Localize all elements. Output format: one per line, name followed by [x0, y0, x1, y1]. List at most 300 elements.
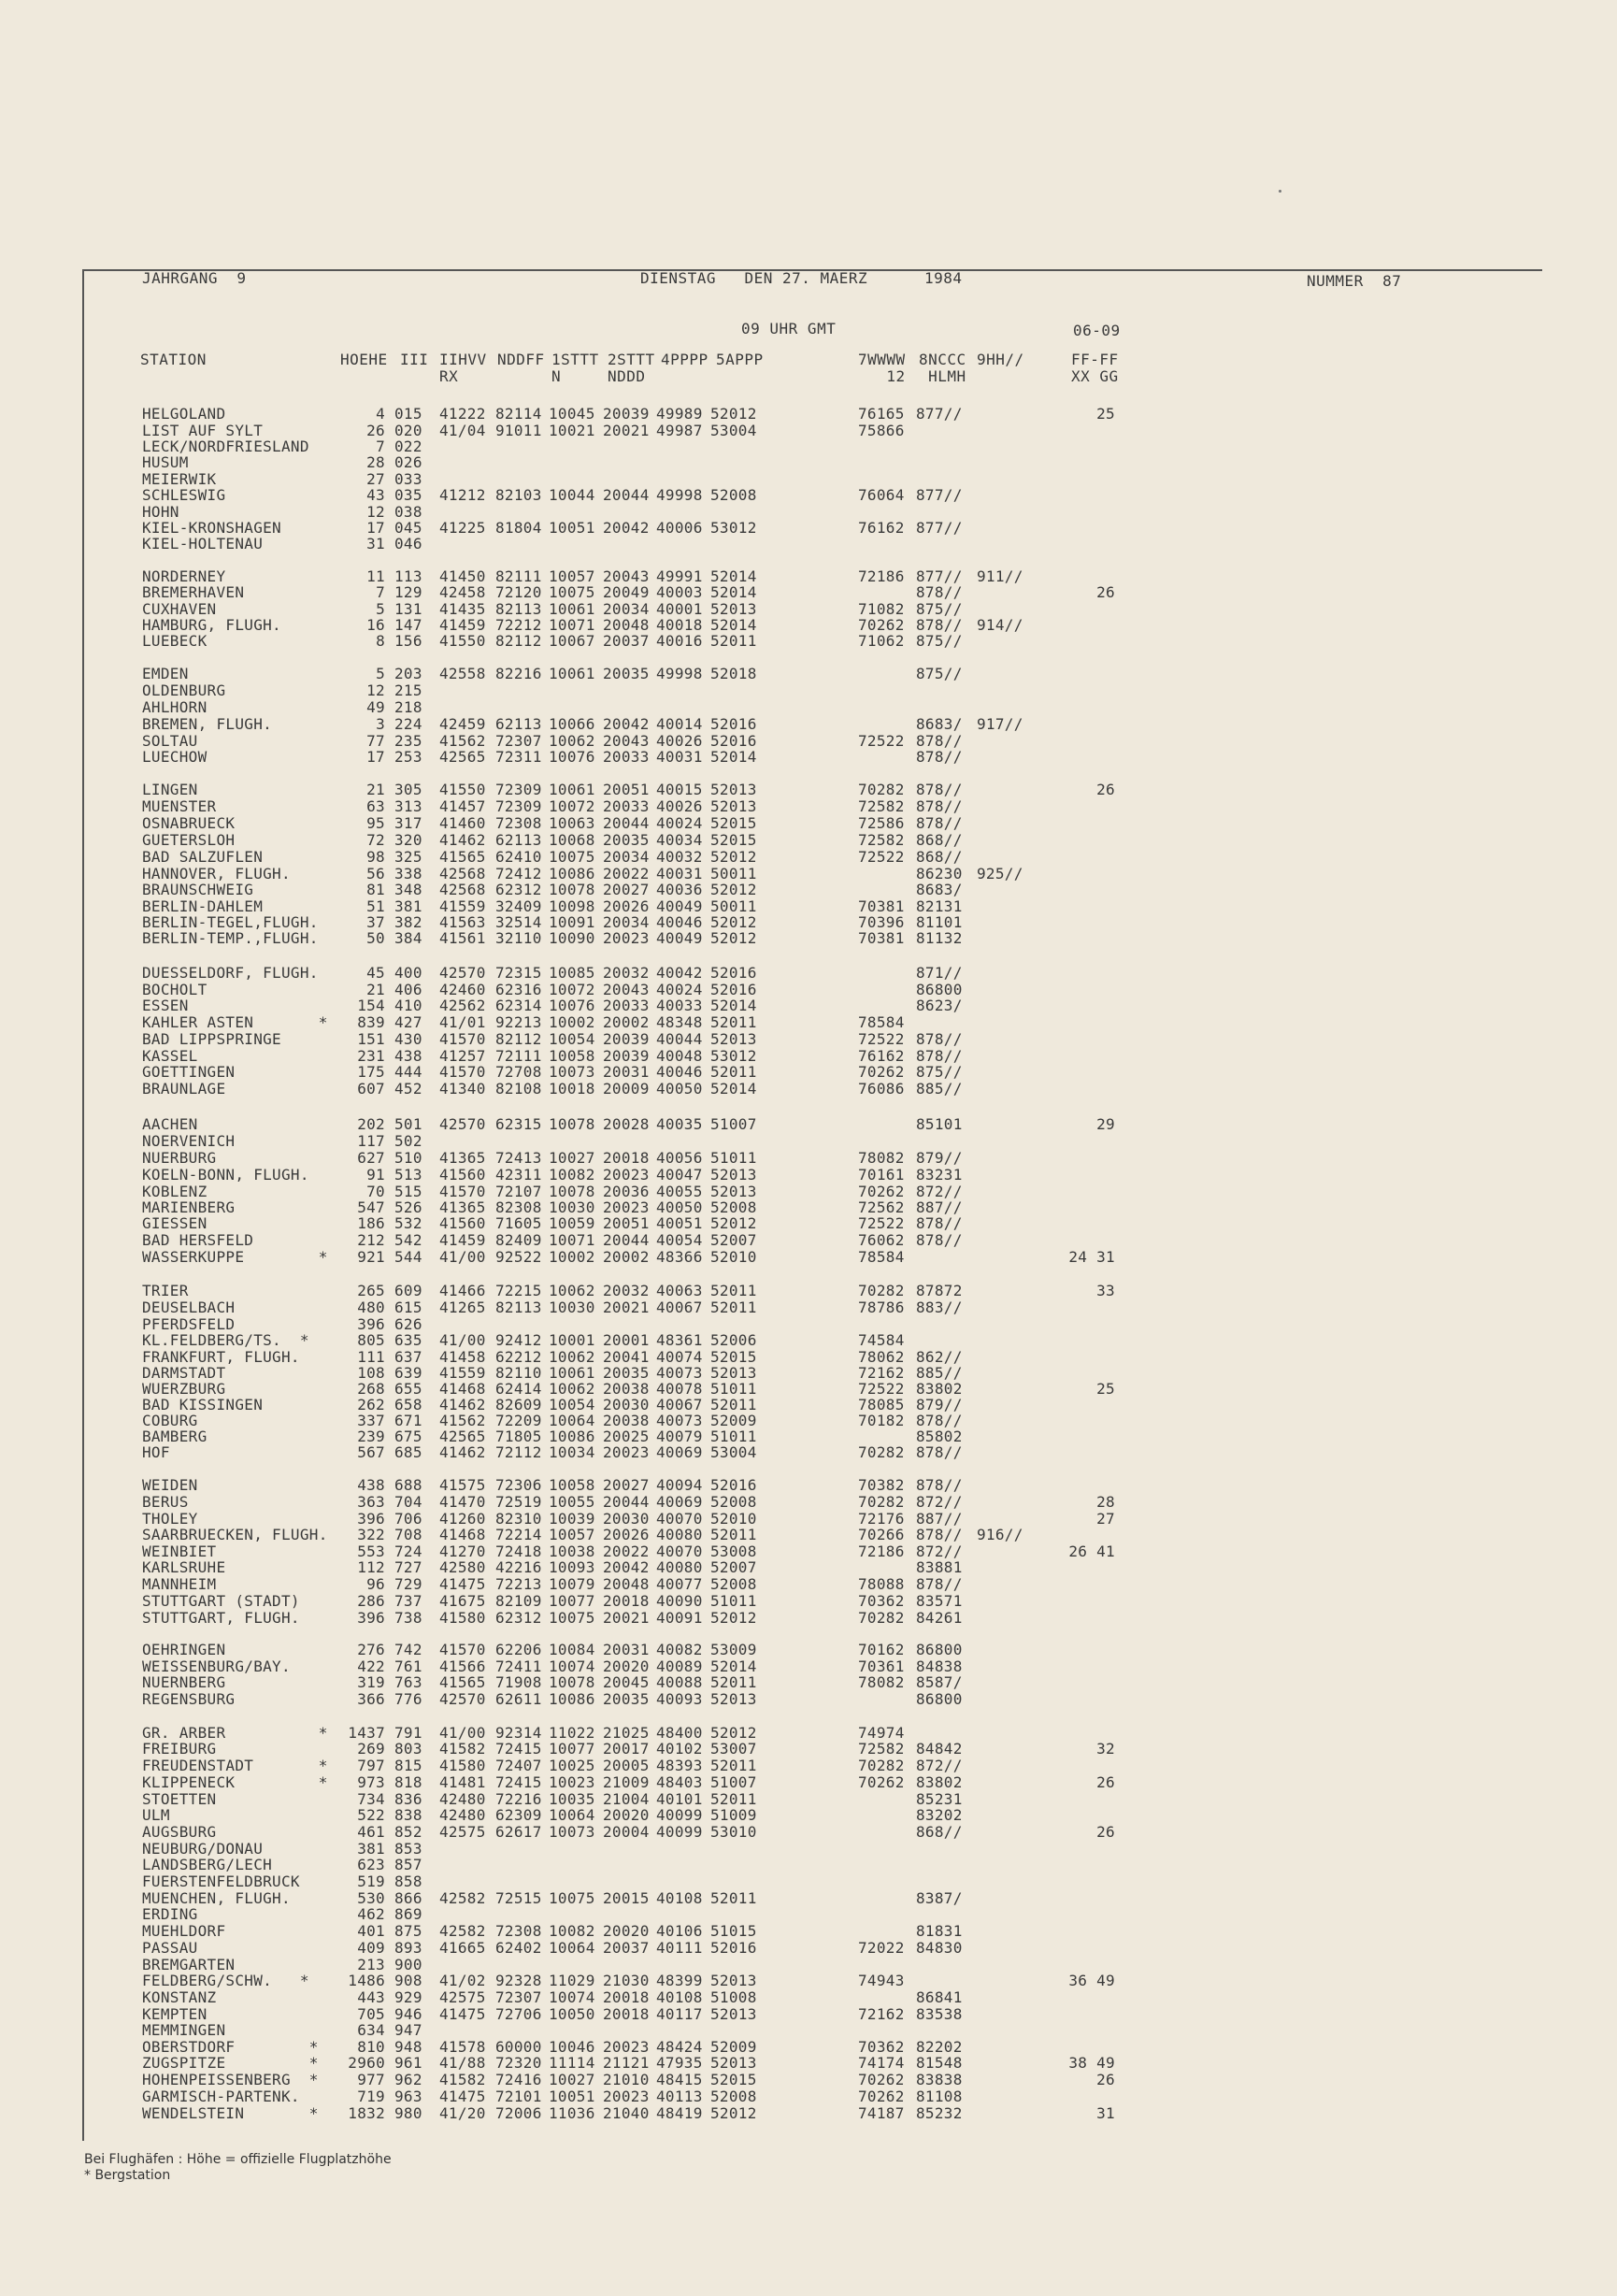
cell-n8: 83838 — [916, 2071, 963, 2088]
cell-n8: 878// — [916, 797, 963, 815]
cell-s2: 20001 — [603, 1331, 650, 1349]
cell-w7: 76062 — [858, 1231, 905, 1249]
table-row — [0, 1642, 1159, 1657]
cell-s2: 20023 — [603, 1443, 650, 1461]
cell-n8: 877// — [916, 405, 963, 423]
cell-w7: 76086 — [858, 1080, 905, 1098]
cell-w7: 78085 — [858, 1396, 905, 1413]
cell-s2: 20039 — [603, 405, 650, 423]
cell-iii: 639 — [394, 1364, 422, 1382]
cell-h9: 916// — [977, 1526, 1023, 1543]
cell-iihvv: 42480 — [439, 1806, 486, 1824]
table-row — [0, 699, 1159, 715]
cell-n8: 86841 — [916, 1988, 963, 2006]
cell-iii: 033 — [394, 470, 422, 488]
cell-iihvv: 41665 — [439, 1939, 486, 1957]
cell-iihvv: 41475 — [439, 2005, 486, 2023]
cell-p4: 40031 — [656, 748, 703, 766]
cell-iii: 400 — [394, 964, 422, 982]
cell-p4: 40003 — [656, 583, 703, 601]
cell-p4: 47935 — [656, 2054, 703, 2072]
cell-s2: 20023 — [603, 2038, 650, 2056]
cell-a5: 52013 — [710, 1166, 757, 1184]
table-row — [0, 898, 1159, 914]
cell-nddff: 71805 — [495, 1428, 542, 1445]
column-header-n8: 8NCCC HLMH — [919, 351, 966, 385]
cell-station: HANNOVER, FLUGH. — [142, 865, 291, 883]
cell-a5: 52008 — [710, 1198, 757, 1216]
cell-iii: 815 — [394, 1757, 422, 1774]
cell-s2: 20018 — [603, 1149, 650, 1167]
cell-n8: 86800 — [916, 981, 963, 998]
cell-nddff: 62410 — [495, 848, 542, 866]
cell-s2: 20033 — [603, 997, 650, 1014]
cell-s1: 11036 — [549, 2104, 595, 2122]
cell-iii: 866 — [394, 1889, 422, 1907]
cell-iihvv: 41481 — [439, 1773, 486, 1791]
cell-iii: 635 — [394, 1331, 422, 1349]
cell-s2: 20025 — [603, 1428, 650, 1445]
cell-hoehe: 366 — [357, 1690, 385, 1708]
cell-w7: 78584 — [858, 1248, 905, 1266]
cell-n8: 878// — [916, 732, 963, 750]
cell-s1: 10058 — [549, 1476, 595, 1494]
cell-iii: 131 — [394, 600, 422, 618]
cell-w7: 70262 — [858, 1063, 905, 1081]
cell-p4: 40018 — [656, 616, 703, 634]
cell-a5: 51011 — [710, 1149, 757, 1167]
cell-s2: 20038 — [603, 1412, 650, 1429]
cell-p4: 49998 — [656, 665, 703, 682]
cell-p4: 40054 — [656, 1231, 703, 1249]
column-header-s2: 2STTT NDDD — [608, 351, 655, 385]
cell-p4: 40036 — [656, 881, 703, 898]
cell-n8: 862// — [916, 1348, 963, 1366]
cell-iihvv: 41475 — [439, 1575, 486, 1593]
cell-iihvv: 41570 — [439, 1063, 486, 1081]
cell-a5: 52008 — [710, 2088, 757, 2105]
cell-hoehe: 265 — [357, 1282, 385, 1299]
cell-station: KIEL-HOLTENAU — [142, 535, 264, 552]
cell-p4: 40079 — [656, 1428, 703, 1445]
cell-s1: 10068 — [549, 831, 595, 849]
cell-n8: 877// — [916, 486, 963, 504]
cell-ff: 25 — [1096, 1380, 1115, 1398]
cell-n8: 877// — [916, 567, 963, 585]
cell-nddff: 72212 — [495, 616, 542, 634]
cell-p4: 40049 — [656, 897, 703, 915]
cell-p4: 40099 — [656, 1823, 703, 1841]
cell-hoehe: 91 — [366, 1166, 385, 1184]
cell-station: COBURG — [142, 1412, 198, 1429]
cell-nddff: 82216 — [495, 665, 542, 682]
cell-hoehe: 51 — [366, 897, 385, 915]
table-row — [0, 406, 1159, 422]
table-row — [0, 471, 1159, 487]
cell-nddff: 32409 — [495, 897, 542, 915]
cell-iii: 803 — [394, 1740, 422, 1758]
cell-ff: 26 — [1096, 1823, 1115, 1841]
cell-h9: 914// — [977, 616, 1023, 634]
cell-w7: 70381 — [858, 897, 905, 915]
cell-p4: 40026 — [656, 797, 703, 815]
cell-nddff: 62113 — [495, 831, 542, 849]
cell-iihvv: 41582 — [439, 2071, 486, 2088]
cell-nddff: 72307 — [495, 1988, 542, 2006]
cell-iii: 946 — [394, 2005, 422, 2023]
cell-s2: 21040 — [603, 2104, 650, 2122]
cell-s1: 10067 — [549, 632, 595, 650]
cell-s2: 20032 — [603, 1282, 650, 1299]
table-row — [0, 1841, 1159, 1857]
cell-a5: 51007 — [710, 1773, 757, 1791]
cell-a5: 52011 — [710, 1790, 757, 1808]
cell-s1: 10064 — [549, 1806, 595, 1824]
table-row — [0, 2055, 1159, 2071]
cell-station: FELDBERG/SCHW. * — [142, 1972, 309, 1989]
cell-a5: 52010 — [710, 1510, 757, 1528]
cell-p4: 49989 — [656, 405, 703, 423]
table-row — [0, 1674, 1159, 1690]
table-row — [0, 617, 1159, 633]
cell-s2: 20021 — [603, 422, 650, 439]
cell-iihvv: 41458 — [439, 1348, 486, 1366]
cell-iii: 776 — [394, 1690, 422, 1708]
cell-hoehe: 3 — [376, 715, 385, 733]
cell-iihvv: 41580 — [439, 1757, 486, 1774]
cell-s1: 11022 — [549, 1724, 595, 1742]
cell-iii: 742 — [394, 1641, 422, 1658]
cell-w7: 72522 — [858, 1030, 905, 1048]
cell-a5: 52014 — [710, 997, 757, 1014]
cell-hoehe: 8 — [376, 632, 385, 650]
cell-iihvv: 42480 — [439, 1790, 486, 1808]
cell-iihvv: 42458 — [439, 583, 486, 601]
table-row — [0, 1283, 1159, 1299]
cell-hoehe: 7 — [376, 583, 385, 601]
cell-s2: 20030 — [603, 1510, 650, 1528]
cell-nddff: 72215 — [495, 1282, 542, 1299]
cell-s2: 20041 — [603, 1348, 650, 1366]
cell-iii: 215 — [394, 682, 422, 699]
cell-n8: 875// — [916, 600, 963, 618]
cell-hoehe: 627 — [357, 1149, 385, 1167]
table-row — [0, 633, 1159, 649]
cell-hoehe: 45 — [366, 964, 385, 982]
cell-hoehe: 212 — [357, 1231, 385, 1249]
cell-iii: 858 — [394, 1873, 422, 1890]
cell-iii: 688 — [394, 1476, 422, 1494]
cell-p4: 40070 — [656, 1543, 703, 1560]
cell-iihvv: 41/00 — [439, 1331, 486, 1349]
cell-iii: 501 — [394, 1115, 422, 1133]
cell-iii: 305 — [394, 781, 422, 798]
cell-nddff: 72315 — [495, 964, 542, 982]
cell-s1: 10073 — [549, 1823, 595, 1841]
table-row — [0, 1857, 1159, 1873]
cell-n8: 879// — [916, 1396, 963, 1413]
cell-s2: 20044 — [603, 1231, 650, 1249]
cell-nddff: 60000 — [495, 2038, 542, 2056]
cell-s1: 10078 — [549, 1673, 595, 1691]
table-row — [0, 487, 1159, 503]
table-row — [0, 1365, 1159, 1381]
cell-a5: 53012 — [710, 1047, 757, 1065]
cell-station: BREMERHAVEN — [142, 583, 245, 601]
table-row — [0, 1167, 1159, 1183]
cell-station: BREMGARTEN — [142, 1956, 236, 1973]
cell-s2: 20034 — [603, 913, 650, 931]
cell-nddff: 72411 — [495, 1657, 542, 1675]
cell-p4: 40050 — [656, 1198, 703, 1216]
cell-s1: 10002 — [549, 1248, 595, 1266]
cell-p4: 40035 — [656, 1115, 703, 1133]
cell-s1: 10034 — [549, 1443, 595, 1461]
cell-nddff: 82114 — [495, 405, 542, 423]
cell-s2: 21004 — [603, 1790, 650, 1808]
cell-a5: 52010 — [710, 1248, 757, 1266]
cell-station: STOETTEN — [142, 1790, 217, 1808]
table-row — [0, 1232, 1159, 1248]
cell-s2: 20043 — [603, 567, 650, 585]
cell-s1: 10074 — [549, 1988, 595, 2006]
cell-station: NUERBURG — [142, 1149, 217, 1167]
column-header-iihvv: IIHVV RX — [439, 351, 487, 385]
cell-nddff: 72519 — [495, 1493, 542, 1511]
cell-iii: 513 — [394, 1166, 422, 1184]
cell-hoehe: 154 — [357, 997, 385, 1014]
cell-p4: 40034 — [656, 831, 703, 849]
cell-hoehe: 16 — [366, 616, 385, 634]
cell-iihvv: 42570 — [439, 1115, 486, 1133]
table-row — [0, 454, 1159, 470]
cell-s2: 20043 — [603, 732, 650, 750]
cell-iii: 382 — [394, 913, 422, 931]
cell-n8: 878// — [916, 1231, 963, 1249]
cell-ff: 29 — [1096, 1115, 1115, 1133]
cell-nddff: 82609 — [495, 1396, 542, 1413]
cell-w7: 70362 — [858, 1592, 905, 1610]
cell-iii: 515 — [394, 1183, 422, 1200]
cell-s2: 20028 — [603, 1115, 650, 1133]
cell-station: AUGSBURG — [142, 1823, 217, 1841]
cell-nddff: 62314 — [495, 997, 542, 1014]
cell-iii: 022 — [394, 438, 422, 455]
cell-nddff: 92328 — [495, 1972, 542, 1989]
cell-w7: 72582 — [858, 797, 905, 815]
cell-a5: 52016 — [710, 964, 757, 982]
table-row — [0, 1527, 1159, 1543]
cell-w7: 74187 — [858, 2104, 905, 2122]
cell-hoehe: 28 — [366, 453, 385, 471]
cell-p4: 40024 — [656, 981, 703, 998]
table-row — [0, 1477, 1159, 1493]
table-row — [0, 815, 1159, 831]
cell-s1: 10058 — [549, 1047, 595, 1065]
cell-iihvv: 41/88 — [439, 2054, 486, 2072]
table-row — [0, 849, 1159, 865]
cell-station: BERLIN-TEGEL,FLUGH. — [142, 913, 319, 931]
cell-s1: 10064 — [549, 1412, 595, 1429]
cell-station: LINGEN — [142, 781, 198, 798]
cell-station: SCHLESWIG — [142, 486, 226, 504]
cell-p4: 48415 — [656, 2071, 703, 2088]
column-header-station: STATION — [140, 351, 207, 368]
cell-station: KOBLENZ — [142, 1183, 207, 1200]
cell-s1: 10072 — [549, 797, 595, 815]
cell-iihvv: 41468 — [439, 1380, 486, 1398]
table-row — [0, 798, 1159, 814]
table-row — [0, 1774, 1159, 1790]
cell-a5: 52011 — [710, 1396, 757, 1413]
cell-iihvv: 41578 — [439, 2038, 486, 2056]
cell-station: REGENSBURG — [142, 1690, 236, 1708]
cell-station: LANDSBERG/LECH — [142, 1856, 273, 1873]
cell-station: STUTTGART, FLUGH. — [142, 1609, 300, 1627]
cell-station: SAARBRUECKEN, FLUGH. — [142, 1526, 328, 1543]
table-row — [0, 423, 1159, 438]
cell-s1: 10061 — [549, 781, 595, 798]
cell-iii: 836 — [394, 1790, 422, 1808]
cell-iii: 203 — [394, 665, 422, 682]
table-row — [0, 1890, 1159, 1906]
cell-a5: 52013 — [710, 1183, 757, 1200]
cell-iihvv: 41/20 — [439, 2104, 486, 2122]
cell-iihvv: 41459 — [439, 616, 486, 634]
cell-w7: 71082 — [858, 600, 905, 618]
cell-station: AACHEN — [142, 1115, 198, 1133]
cell-nddff: 62309 — [495, 1806, 542, 1824]
cell-nddff: 82111 — [495, 567, 542, 585]
cell-a5: 52014 — [710, 748, 757, 766]
column-header-nddff: NDDFF — [497, 351, 545, 368]
cell-iihvv: 41582 — [439, 1740, 486, 1758]
cell-s2: 20036 — [603, 1183, 650, 1200]
cell-p4: 40077 — [656, 1575, 703, 1593]
cell-iihvv: 42570 — [439, 1690, 486, 1708]
table-row — [0, 2006, 1159, 2022]
cell-hoehe: 98 — [366, 848, 385, 866]
cell-w7: 70396 — [858, 913, 905, 931]
cell-w7: 72186 — [858, 567, 905, 585]
cell-station: KIEL-KRONSHAGEN — [142, 519, 281, 537]
table-row — [0, 982, 1159, 997]
cell-iii: 838 — [394, 1806, 422, 1824]
cell-hoehe: 21 — [366, 981, 385, 998]
cell-n8: 878// — [916, 583, 963, 601]
cell-iihvv: 41462 — [439, 831, 486, 849]
cell-a5: 52015 — [710, 2071, 757, 2088]
cell-n8: 83231 — [916, 1166, 963, 1184]
cell-nddff: 72107 — [495, 1183, 542, 1200]
cell-p4: 49998 — [656, 486, 703, 504]
table-row — [0, 1791, 1159, 1807]
cell-s1: 10062 — [549, 1282, 595, 1299]
cell-s1: 10035 — [549, 1790, 595, 1808]
cell-iii: 038 — [394, 503, 422, 521]
table-row — [0, 1691, 1159, 1707]
cell-nddff: 82113 — [495, 600, 542, 618]
observation-time: 09 UHR GMT — [741, 320, 837, 337]
cell-s2: 20020 — [603, 1922, 650, 1940]
cell-iii: 947 — [394, 2021, 422, 2039]
cell-station: BOCHOLT — [142, 981, 207, 998]
cell-a5: 52012 — [710, 1609, 757, 1627]
cell-iii: 852 — [394, 1823, 422, 1841]
cell-station: HUSUM — [142, 453, 189, 471]
cell-station: HOF — [142, 1443, 170, 1461]
cell-iihvv: 41575 — [439, 1476, 486, 1494]
cell-hoehe: 839 — [357, 1013, 385, 1031]
cell-nddff: 62206 — [495, 1641, 542, 1658]
cell-s2: 20031 — [603, 1641, 650, 1658]
cell-n8: 84842 — [916, 1740, 963, 1758]
cell-iii: 218 — [394, 698, 422, 716]
cell-n8: 872// — [916, 1493, 963, 1511]
cell-hoehe: 63 — [366, 797, 385, 815]
cell-n8: 81831 — [916, 1922, 963, 1940]
cell-station: KOELN-BONN, FLUGH. — [142, 1166, 309, 1184]
cell-ff: 24 31 — [1068, 1248, 1115, 1266]
cell-a5: 52014 — [710, 616, 757, 634]
cell-w7: 72186 — [858, 1543, 905, 1560]
table-row — [0, 1349, 1159, 1365]
jahrgang-label: JAHRGANG 9 — [142, 269, 247, 287]
cell-s1: 10075 — [549, 1609, 595, 1627]
table-row — [0, 1559, 1159, 1575]
cell-p4: 48361 — [656, 1331, 703, 1349]
cell-n8: 83802 — [916, 1773, 963, 1791]
cell-hoehe: 337 — [357, 1412, 385, 1429]
cell-s2: 20037 — [603, 1939, 650, 1957]
cell-s2: 20035 — [603, 665, 650, 682]
cell-s1: 10054 — [549, 1396, 595, 1413]
cell-iihvv: 42582 — [439, 1922, 486, 1940]
cell-iii: 526 — [394, 1198, 422, 1216]
table-row — [0, 2088, 1159, 2104]
cell-iihvv: 41468 — [439, 1526, 486, 1543]
cell-ff: 31 — [1096, 2104, 1115, 2122]
cell-hoehe: 17 — [366, 748, 385, 766]
table-row — [0, 536, 1159, 552]
cell-hoehe: 5 — [376, 665, 385, 682]
cell-w7: 70262 — [858, 2088, 905, 2105]
cell-s2: 20026 — [603, 1526, 650, 1543]
cell-w7: 72522 — [858, 732, 905, 750]
cell-s1: 10086 — [549, 1428, 595, 1445]
cell-iihvv: 41270 — [439, 1543, 486, 1560]
table-row — [0, 997, 1159, 1013]
cell-nddff: 32110 — [495, 929, 542, 947]
cell-hoehe: 401 — [357, 1922, 385, 1940]
cell-station: WEISSENBURG/BAY. — [142, 1657, 291, 1675]
cell-a5: 52015 — [710, 814, 757, 832]
cell-hoehe: 797 — [357, 1757, 385, 1774]
cell-s1: 11114 — [549, 2054, 595, 2072]
cell-s1: 10057 — [549, 567, 595, 585]
cell-a5: 51009 — [710, 1806, 757, 1824]
cell-n8: 887// — [916, 1510, 963, 1528]
cell-a5: 52008 — [710, 1493, 757, 1511]
cell-nddff: 62316 — [495, 981, 542, 998]
cell-station: BAD KISSINGEN — [142, 1396, 264, 1413]
cell-s1: 10082 — [549, 1166, 595, 1184]
cell-nddff: 72412 — [495, 865, 542, 883]
cell-p4: 40044 — [656, 1030, 703, 1048]
table-row — [0, 882, 1159, 897]
cell-s2: 20002 — [603, 1013, 650, 1031]
cell-s1: 10064 — [549, 1939, 595, 1957]
